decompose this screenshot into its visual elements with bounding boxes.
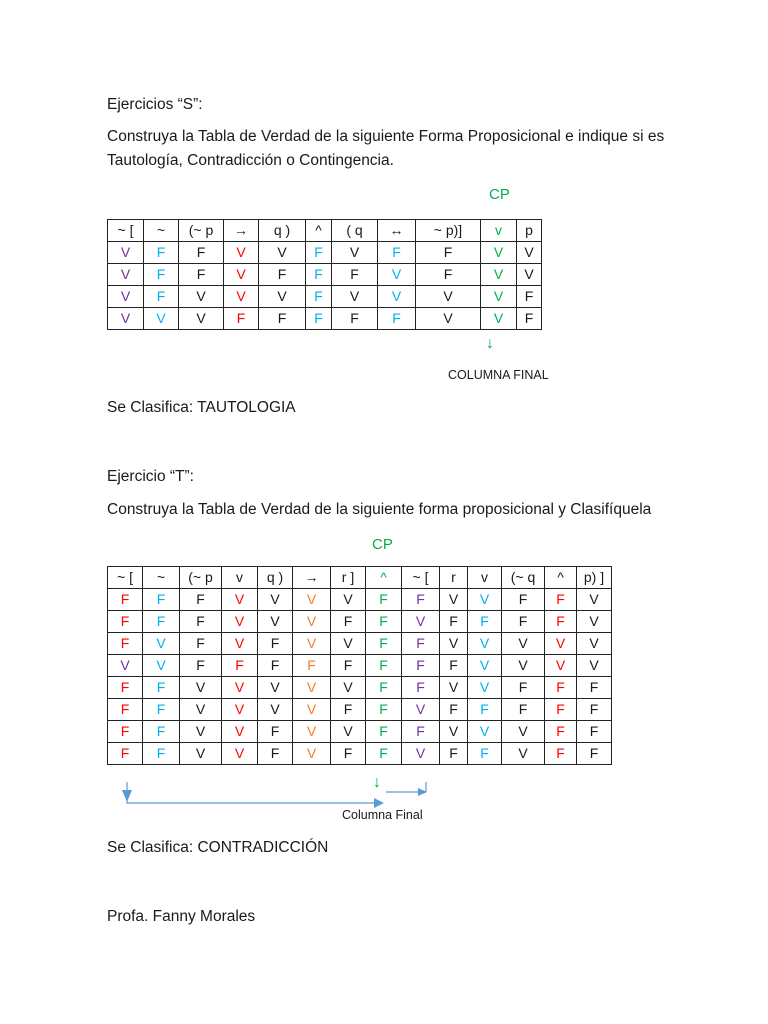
table-cell: V xyxy=(502,743,545,765)
table-cell: F xyxy=(502,699,545,721)
table-header-cell: r ] xyxy=(331,567,366,589)
table-cell: F xyxy=(402,677,440,699)
table-header-cell: ( q xyxy=(332,220,378,242)
table-cell: F xyxy=(258,655,293,677)
table-cell: F xyxy=(402,589,440,611)
table-cell: V xyxy=(108,286,144,308)
exercise-s-heading: Ejercicios “S”: xyxy=(107,96,203,113)
table-cell: V xyxy=(143,633,180,655)
table-cell: V xyxy=(402,743,440,765)
table-header-cell: ~ [ xyxy=(108,567,143,589)
table-cell: F xyxy=(366,743,402,765)
table-cell: F xyxy=(143,721,180,743)
table-cell: V xyxy=(517,242,542,264)
table-cell: V xyxy=(502,721,545,743)
table-cell: V xyxy=(108,655,143,677)
table-cell: V xyxy=(502,633,545,655)
table-cell: F xyxy=(143,589,180,611)
table-cell: V xyxy=(143,655,180,677)
table-cell: F xyxy=(440,611,468,633)
table-cell: F xyxy=(108,633,143,655)
table-cell: F xyxy=(259,264,306,286)
exercise-t-instruction: Construya la Tabla de Verdad de la siguiente forma proposicional y Clasifíquela xyxy=(107,501,652,518)
table-cell: V xyxy=(468,721,502,743)
table-cell: F xyxy=(259,308,306,330)
table-cell: F xyxy=(440,743,468,765)
exercise-t-cp-label: CP xyxy=(372,536,393,553)
table-cell: F xyxy=(143,611,180,633)
table-cell: V xyxy=(332,286,378,308)
table-cell: F xyxy=(180,589,222,611)
table-cell: V xyxy=(293,721,331,743)
table-header-cell: p xyxy=(517,220,542,242)
table-cell: F xyxy=(144,242,179,264)
table-cell: F xyxy=(108,743,143,765)
table-cell: V xyxy=(293,611,331,633)
table-cell: F xyxy=(180,633,222,655)
table-cell: V xyxy=(468,589,502,611)
table-header-cell: (~ p xyxy=(179,220,224,242)
table-cell: V xyxy=(577,589,612,611)
table-cell: F xyxy=(517,308,542,330)
table-cell: V xyxy=(258,589,293,611)
table-cell: F xyxy=(517,286,542,308)
table-cell: V xyxy=(378,264,416,286)
table-cell: F xyxy=(468,611,502,633)
table-cell: F xyxy=(108,721,143,743)
table-cell: F xyxy=(366,655,402,677)
table-cell: V xyxy=(378,286,416,308)
table-header-cell: (~ q xyxy=(502,567,545,589)
bracket-arrow-icon-left xyxy=(122,790,132,802)
table-cell: F xyxy=(224,308,259,330)
table-cell: F xyxy=(545,589,577,611)
table-cell: V xyxy=(577,633,612,655)
table-cell: F xyxy=(331,611,366,633)
table-cell: V xyxy=(545,633,577,655)
table-cell: F xyxy=(378,242,416,264)
table-cell: F xyxy=(416,242,481,264)
table-cell: F xyxy=(306,286,332,308)
table-cell: F xyxy=(258,743,293,765)
table-cell: V xyxy=(144,308,179,330)
table-cell: V xyxy=(179,308,224,330)
table-cell: F xyxy=(306,264,332,286)
table-cell: F xyxy=(222,655,258,677)
table-cell: F xyxy=(468,699,502,721)
table-cell: V xyxy=(402,611,440,633)
bracket-line-left xyxy=(127,782,378,803)
table-cell: F xyxy=(306,308,332,330)
table-header-cell: ^ xyxy=(545,567,577,589)
table-cell: F xyxy=(143,743,180,765)
table-header-cell: ^ xyxy=(366,567,402,589)
final-column-label-t: Columna Final xyxy=(342,808,423,822)
table-cell: V xyxy=(222,633,258,655)
table-cell: V xyxy=(258,677,293,699)
table-cell: V xyxy=(481,286,517,308)
table-header-cell: v xyxy=(222,567,258,589)
down-arrow-icon: ↓ xyxy=(373,774,381,791)
table-header-cell: q ) xyxy=(258,567,293,589)
table-cell: V xyxy=(258,611,293,633)
table-header-cell: r xyxy=(440,567,468,589)
table-header-cell: ↔ xyxy=(378,220,416,242)
table-cell: F xyxy=(108,611,143,633)
table-cell: V xyxy=(481,264,517,286)
table-cell: V xyxy=(224,242,259,264)
table-cell: F xyxy=(545,721,577,743)
table-cell: V xyxy=(222,699,258,721)
table-cell: V xyxy=(293,699,331,721)
table-cell: F xyxy=(577,677,612,699)
table-cell: V xyxy=(402,699,440,721)
table-header-cell: ~ [ xyxy=(402,567,440,589)
table-cell: F xyxy=(108,699,143,721)
table-cell: V xyxy=(224,286,259,308)
table-cell: V xyxy=(222,589,258,611)
table-cell: V xyxy=(180,721,222,743)
table-cell: V xyxy=(416,286,481,308)
table-cell: V xyxy=(440,589,468,611)
table-cell: F xyxy=(332,308,378,330)
table-cell: F xyxy=(366,589,402,611)
table-cell: F xyxy=(180,611,222,633)
table-cell: F xyxy=(545,677,577,699)
classification-t: Se Clasifica: CONTRADICCIÓN xyxy=(107,839,329,856)
table-cell: F xyxy=(144,286,179,308)
table-cell: V xyxy=(222,721,258,743)
table-cell: F xyxy=(331,743,366,765)
table-cell: V xyxy=(468,677,502,699)
exercise-t-heading: Ejercicio “T”: xyxy=(107,468,194,485)
table-header-cell: v xyxy=(481,220,517,242)
table-cell: F xyxy=(440,655,468,677)
table-cell: V xyxy=(293,677,331,699)
table-cell: F xyxy=(331,655,366,677)
table-cell: V xyxy=(259,286,306,308)
table-cell: F xyxy=(545,611,577,633)
table-cell: F xyxy=(440,699,468,721)
exercise-s-cp-label: CP xyxy=(489,186,510,203)
table-cell: V xyxy=(440,721,468,743)
table-cell: F xyxy=(143,677,180,699)
table-cell: F xyxy=(545,699,577,721)
classification-s: Se Clasifica: TAUTOLOGIA xyxy=(107,399,296,416)
table-cell: V xyxy=(577,611,612,633)
table-cell: F xyxy=(577,743,612,765)
table-cell: F xyxy=(366,633,402,655)
table-cell: V xyxy=(331,677,366,699)
table-cell: V xyxy=(440,633,468,655)
table-cell: V xyxy=(180,677,222,699)
table-cell: F xyxy=(331,699,366,721)
table-header-cell: → xyxy=(293,567,331,589)
table-cell: V xyxy=(222,611,258,633)
table-cell: F xyxy=(402,721,440,743)
table-cell: V xyxy=(481,242,517,264)
table-cell: V xyxy=(259,242,306,264)
table-cell: V xyxy=(481,308,517,330)
table-cell: F xyxy=(258,633,293,655)
table-cell: V xyxy=(468,655,502,677)
table-cell: V xyxy=(180,699,222,721)
table-cell: F xyxy=(502,677,545,699)
table-cell: V xyxy=(224,264,259,286)
table-cell: V xyxy=(293,633,331,655)
table-cell: V xyxy=(545,655,577,677)
table-cell: F xyxy=(179,264,224,286)
table-cell: V xyxy=(502,655,545,677)
table-header-cell: ~ p)] xyxy=(416,220,481,242)
table-cell: F xyxy=(416,264,481,286)
table-cell: V xyxy=(179,286,224,308)
table-header-cell: ~ xyxy=(144,220,179,242)
table-cell: V xyxy=(222,743,258,765)
table-cell: F xyxy=(144,264,179,286)
table-cell: V xyxy=(108,264,144,286)
table-cell: V xyxy=(108,242,144,264)
table-header-cell: v xyxy=(468,567,502,589)
table-cell: F xyxy=(366,677,402,699)
final-column-label-s: COLUMNA FINAL xyxy=(448,368,549,382)
table-header-cell: (~ p xyxy=(180,567,222,589)
table-cell: F xyxy=(143,699,180,721)
down-arrow-icon: ↓ xyxy=(486,335,494,352)
table-cell: V xyxy=(222,677,258,699)
table-cell: V xyxy=(258,699,293,721)
table-header-cell: p) ] xyxy=(577,567,612,589)
table-header-cell: ~ [ xyxy=(108,220,144,242)
table-cell: F xyxy=(366,721,402,743)
table-cell: F xyxy=(366,699,402,721)
table-cell: F xyxy=(502,611,545,633)
table-cell: F xyxy=(108,677,143,699)
table-cell: F xyxy=(545,743,577,765)
table-header-cell: ^ xyxy=(306,220,332,242)
table-cell: F xyxy=(258,721,293,743)
table-cell: F xyxy=(502,589,545,611)
table-cell: F xyxy=(402,655,440,677)
signature: Profa. Fanny Morales xyxy=(107,908,256,925)
table-header-cell: ~ xyxy=(143,567,180,589)
table-cell: V xyxy=(293,589,331,611)
table-cell: V xyxy=(293,743,331,765)
bracket-arrow-icon-mid xyxy=(374,798,384,808)
table-cell: F xyxy=(577,721,612,743)
table-cell: F xyxy=(306,242,332,264)
table-cell: V xyxy=(468,633,502,655)
table-cell: F xyxy=(108,589,143,611)
table-cell: V xyxy=(440,677,468,699)
table-cell: F xyxy=(332,264,378,286)
table-cell: F xyxy=(402,633,440,655)
table-cell: V xyxy=(180,743,222,765)
table-cell: V xyxy=(577,655,612,677)
table-cell: F xyxy=(468,743,502,765)
table-cell: V xyxy=(416,308,481,330)
table-cell: F xyxy=(179,242,224,264)
table-cell: V xyxy=(331,633,366,655)
table-header-cell: q ) xyxy=(259,220,306,242)
table-cell: V xyxy=(517,264,542,286)
table-cell: F xyxy=(577,699,612,721)
table-cell: V xyxy=(332,242,378,264)
table-cell: V xyxy=(331,589,366,611)
table-cell: V xyxy=(331,721,366,743)
table-cell: F xyxy=(180,655,222,677)
exercise-s-instruction: Construya la Tabla de Verdad de la siguiente Forma Proposicional e indique si es Tautología, Contradicción o Contingencia. xyxy=(107,128,665,169)
table-cell: F xyxy=(378,308,416,330)
table-header-cell: → xyxy=(224,220,259,242)
table-cell: F xyxy=(366,611,402,633)
table-cell: F xyxy=(293,655,331,677)
table-cell: V xyxy=(108,308,144,330)
